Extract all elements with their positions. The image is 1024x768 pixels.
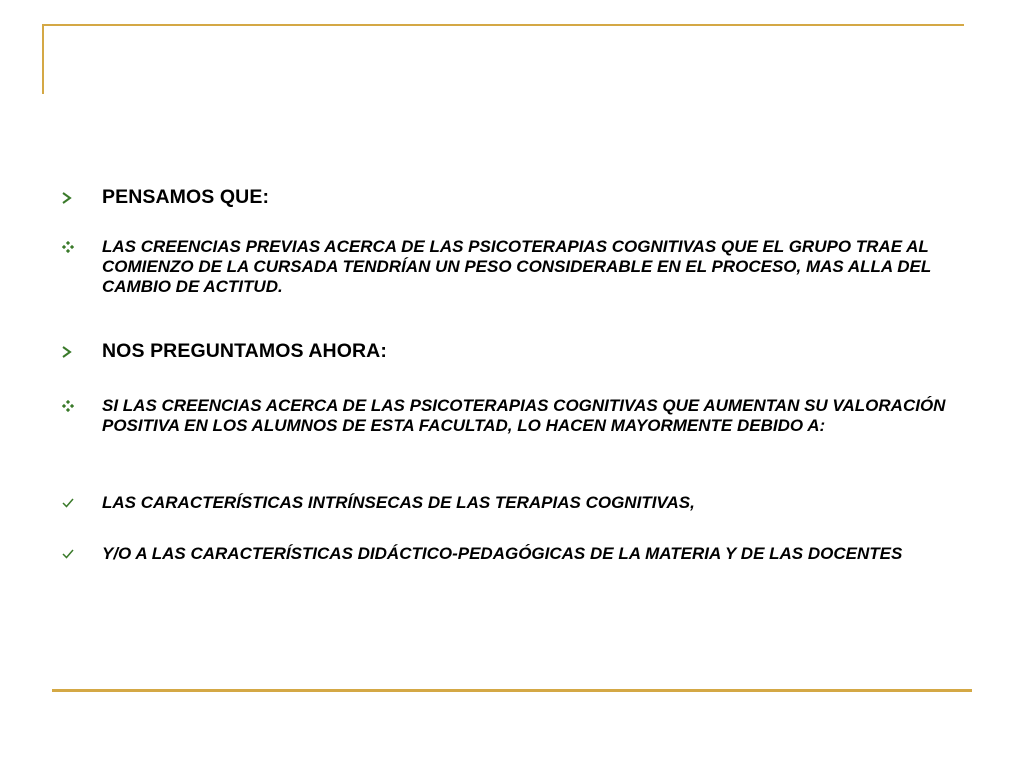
heading-pensamos-que: PENSAMOS QUE: bbox=[102, 186, 270, 208]
diamond-icon bbox=[62, 396, 102, 412]
bullet-item-creencias-previas bbox=[62, 237, 962, 297]
text-caracteristicas-intrinsecas: LAS CARACTERÍSTICAS INTRÍNSECAS DE LAS TERAPIAS COGNITIVAS, bbox=[102, 493, 695, 512]
checkmark-icon bbox=[62, 544, 102, 559]
arrowhead-icon bbox=[62, 340, 102, 358]
text-creencias-aumentan: SI LAS CREENCIAS ACERCA DE LAS PSICOTERAPIAS COGNITIVAS QUE AUMENTAN SU VALORACIÓN POSITIVA EN LOS ALUMNOS DE ESTA FACULTAD, LO HACEN MAYORMENTE DEBIDO A: bbox=[102, 396, 946, 435]
bullet-item-creencias-aumentan bbox=[62, 396, 962, 436]
bullet-item-caracteristicas-didacticas bbox=[62, 544, 962, 564]
diamond-icon bbox=[62, 237, 102, 253]
bullet-item-caracteristicas-intrinsecas bbox=[62, 493, 962, 513]
text-creencias-previas: LAS CREENCIAS PREVIAS ACERCA DE LAS PSICOTERAPIAS COGNITIVAS QUE EL GRUPO TRAE AL COMIENZO DE LA CURSADA TENDRÍAN UN PESO CONSIDERABLE EN EL PROCESO, MAS ALLA DEL CAMBIO DE ACTITUD. bbox=[102, 237, 931, 296]
heading-nos-preguntamos: NOS PREGUNTAMOS AHORA: bbox=[102, 340, 387, 362]
bullet-item-pensamos bbox=[62, 186, 269, 208]
bullet-item-nos-preguntamos bbox=[62, 340, 387, 362]
arrowhead-icon bbox=[62, 186, 102, 204]
text-caracteristicas-didacticas: Y/O A LAS CARACTERÍSTICAS DIDÁCTICO-PEDAGÓGICAS DE LA MATERIA Y DE LAS DOCENTES bbox=[102, 544, 903, 563]
checkmark-icon bbox=[62, 493, 102, 508]
bottom-decorative-line bbox=[52, 689, 972, 692]
